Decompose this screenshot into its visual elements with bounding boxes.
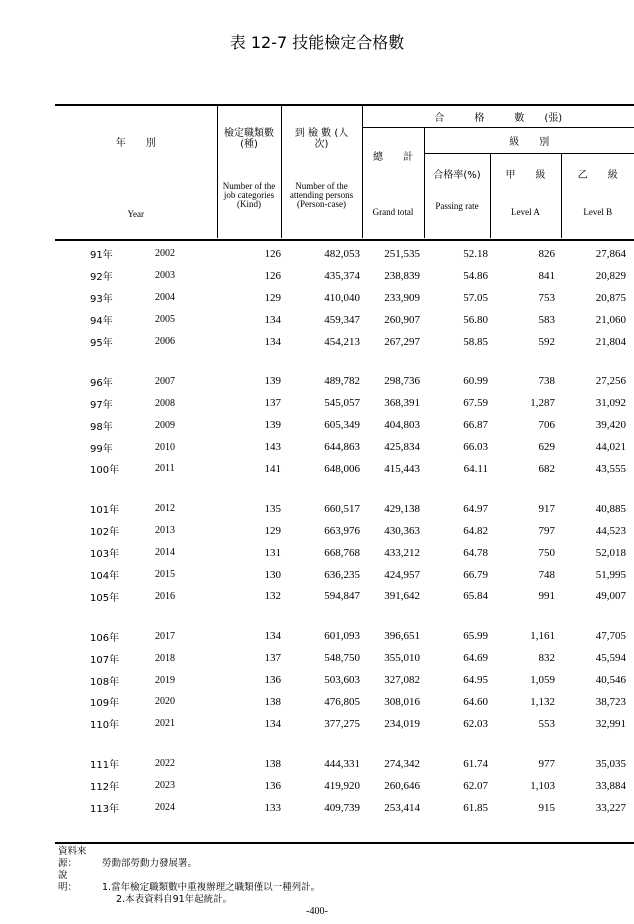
cell-att: 503,603 xyxy=(324,674,360,687)
table-row xyxy=(55,775,634,797)
cell-rate: 52.18 xyxy=(463,247,488,260)
table-row xyxy=(55,691,634,713)
cell-rate: 64.97 xyxy=(463,502,488,515)
cell-a: 753 xyxy=(538,291,555,304)
passed-header-zh: 合 格 數 (張) xyxy=(434,112,563,124)
cell-att: 668,768 xyxy=(324,546,360,559)
header-bottom-rule xyxy=(55,239,634,241)
cell-cat: 132 xyxy=(264,590,281,603)
cell-b: 20,829 xyxy=(595,269,626,282)
cell-b: 40,546 xyxy=(595,674,626,687)
cell-att: 482,053 xyxy=(324,247,360,260)
cell-rate: 62.07 xyxy=(463,779,488,792)
table-row xyxy=(55,669,634,691)
level-b-header-zh: 乙 級 xyxy=(577,169,618,181)
cell-b: 45,594 xyxy=(595,652,626,665)
table-bottom-rule xyxy=(55,842,634,844)
cell-ad: 2016 xyxy=(155,590,175,602)
cell-roc: 102年 xyxy=(90,527,120,539)
notes xyxy=(58,846,320,906)
cell-roc: 107年 xyxy=(90,654,120,666)
group-spacer xyxy=(55,480,634,498)
cell-rate: 65.84 xyxy=(463,590,488,603)
categories-header-en: Number of the job categories (Kind) xyxy=(222,181,276,209)
cell-total: 425,834 xyxy=(384,441,420,454)
cell-b: 21,060 xyxy=(595,313,626,326)
page-number: -400- xyxy=(306,906,328,917)
cell-cat: 136 xyxy=(264,674,281,687)
cell-ad: 2021 xyxy=(155,718,175,730)
cell-total: 355,010 xyxy=(384,652,420,665)
cell-b: 20,875 xyxy=(595,291,626,304)
cell-ad: 2020 xyxy=(155,696,175,708)
cell-rate: 57.05 xyxy=(463,291,488,304)
cell-rate: 66.87 xyxy=(463,419,488,432)
cell-cat: 129 xyxy=(264,291,281,304)
cell-ad: 2015 xyxy=(155,569,175,581)
cell-roc: 111年 xyxy=(90,760,120,772)
level-a-header-en: Level A xyxy=(511,206,540,217)
cell-rate: 62.03 xyxy=(463,717,488,730)
cell-rate: 65.99 xyxy=(463,630,488,643)
cell-roc: 105年 xyxy=(90,592,120,604)
cell-att: 636,235 xyxy=(324,568,360,581)
cell-b: 27,256 xyxy=(595,375,626,388)
table-row xyxy=(55,585,634,607)
table-row xyxy=(55,331,634,353)
table-row xyxy=(55,414,634,436)
cell-roc: 93年 xyxy=(90,294,113,306)
cell-ad: 2023 xyxy=(155,780,175,792)
table-row xyxy=(55,564,634,586)
cell-total: 424,957 xyxy=(384,568,420,581)
table-row xyxy=(55,243,634,265)
cell-b: 21,804 xyxy=(595,335,626,348)
cell-ad: 2003 xyxy=(155,270,175,282)
cell-att: 409,739 xyxy=(324,801,360,814)
cell-total: 433,212 xyxy=(384,546,420,559)
cell-total: 251,535 xyxy=(384,247,420,260)
cell-ad: 2024 xyxy=(155,802,175,814)
cell-roc: 100年 xyxy=(90,465,120,477)
table-body xyxy=(55,243,634,818)
group-spacer xyxy=(55,352,634,370)
cell-rate: 58.85 xyxy=(463,335,488,348)
cell-b: 32,991 xyxy=(595,717,626,730)
categories-header-zh: 檢定職類數(種) xyxy=(224,128,274,150)
cell-roc: 97年 xyxy=(90,399,113,411)
table-row xyxy=(55,370,634,392)
cell-a: 748 xyxy=(538,568,555,581)
table-row xyxy=(55,458,634,480)
cell-cat: 139 xyxy=(264,419,281,432)
cell-cat: 134 xyxy=(264,335,281,348)
cell-total: 238,839 xyxy=(384,269,420,282)
table-row xyxy=(55,797,634,819)
cell-rate: 64.82 xyxy=(463,524,488,537)
table-row xyxy=(55,265,634,287)
cell-roc: 91年 xyxy=(90,250,113,262)
cell-a: 583 xyxy=(538,313,555,326)
cell-roc: 101年 xyxy=(90,505,120,517)
cell-b: 49,007 xyxy=(595,590,626,603)
cell-ad: 2022 xyxy=(155,758,175,770)
cell-att: 594,847 xyxy=(324,590,360,603)
cell-a: 553 xyxy=(538,717,555,730)
cell-total: 260,646 xyxy=(384,779,420,792)
cell-cat: 137 xyxy=(264,397,281,410)
cell-total: 430,363 xyxy=(384,524,420,537)
cell-roc: 94年 xyxy=(90,316,113,328)
year-header-en: Year xyxy=(127,209,145,219)
table-row xyxy=(55,287,634,309)
cell-a: 1,132 xyxy=(530,695,555,708)
cell-total: 415,443 xyxy=(384,462,420,475)
cell-a: 1,059 xyxy=(530,674,555,687)
cell-a: 592 xyxy=(538,335,555,348)
table-row xyxy=(55,542,634,564)
source-label: 資料來源： xyxy=(58,846,87,869)
cell-b: 27,864 xyxy=(595,247,626,260)
cell-rate: 64.95 xyxy=(463,674,488,687)
rate-header-zh: 合格率(%) xyxy=(433,169,481,181)
cell-att: 644,863 xyxy=(324,441,360,454)
cell-roc: 113年 xyxy=(90,804,120,816)
cell-rate: 60.99 xyxy=(463,375,488,388)
cell-rate: 64.60 xyxy=(463,695,488,708)
cell-ad: 2005 xyxy=(155,314,175,326)
total-header-zh: 總 計 xyxy=(373,151,413,163)
cell-total: 429,138 xyxy=(384,502,420,515)
table-row xyxy=(55,713,634,735)
cell-a: 797 xyxy=(538,524,555,537)
cell-roc: 98年 xyxy=(90,421,113,433)
table-row xyxy=(55,498,634,520)
attending-header-zh: 到 檢 數 (人次) xyxy=(294,128,349,150)
cell-total: 308,016 xyxy=(384,695,420,708)
cell-b: 39,420 xyxy=(595,419,626,432)
cell-total: 368,391 xyxy=(384,397,420,410)
cell-att: 548,750 xyxy=(324,652,360,665)
cell-a: 1,161 xyxy=(530,630,555,643)
cell-total: 327,082 xyxy=(384,674,420,687)
cell-total: 267,297 xyxy=(384,335,420,348)
source-text: 勞動部勞動力發展署。 xyxy=(102,858,198,869)
cell-att: 419,920 xyxy=(324,779,360,792)
cell-b: 47,705 xyxy=(595,630,626,643)
cell-a: 826 xyxy=(538,247,555,260)
cell-cat: 143 xyxy=(264,441,281,454)
cell-att: 377,275 xyxy=(324,717,360,730)
cell-b: 38,723 xyxy=(595,695,626,708)
cell-total: 298,736 xyxy=(384,375,420,388)
cell-ad: 2019 xyxy=(155,674,175,686)
cell-rate: 61.74 xyxy=(463,757,488,770)
cell-b: 35,035 xyxy=(595,757,626,770)
cell-total: 274,342 xyxy=(384,757,420,770)
cell-roc: 96年 xyxy=(90,377,113,389)
cell-rate: 66.79 xyxy=(463,568,488,581)
attending-header-en: Number of the attending persons (Person-case) xyxy=(289,181,354,209)
cell-total: 404,803 xyxy=(384,419,420,432)
cell-ad: 2008 xyxy=(155,397,175,409)
page-title: 表 12-7 技能檢定合格數 xyxy=(229,33,405,52)
cell-roc: 95年 xyxy=(90,338,113,349)
remark-1: 1.當年檢定職類數中重複辦理之職類僅以一種列計。 xyxy=(102,882,321,893)
cell-b: 31,092 xyxy=(595,397,626,410)
cell-cat: 135 xyxy=(264,502,281,515)
cell-cat: 126 xyxy=(264,269,281,282)
cell-total: 234,019 xyxy=(384,717,420,730)
cell-rate: 64.78 xyxy=(463,546,488,559)
cell-roc: 99年 xyxy=(90,443,113,455)
cell-cat: 126 xyxy=(264,247,281,260)
cell-att: 476,805 xyxy=(324,695,360,708)
cell-roc: 110年 xyxy=(90,720,120,732)
cell-rate: 64.69 xyxy=(463,652,488,665)
cell-rate: 67.59 xyxy=(463,397,488,410)
cell-rate: 61.85 xyxy=(463,801,488,814)
cell-a: 915 xyxy=(538,801,555,814)
level-a-header-zh: 甲 級 xyxy=(505,169,546,181)
cell-att: 663,976 xyxy=(324,524,360,537)
cell-a: 706 xyxy=(538,419,555,432)
cell-roc: 104年 xyxy=(90,571,120,583)
total-header-en: Grand total xyxy=(372,206,414,217)
cell-b: 33,227 xyxy=(595,801,626,814)
cell-a: 1,103 xyxy=(530,779,555,792)
cell-cat: 131 xyxy=(264,546,281,559)
level-b-header-en: Level B xyxy=(583,206,613,217)
remark-2: 2.本表資料自91年起統計。 xyxy=(116,894,233,905)
cell-cat: 129 xyxy=(264,524,281,537)
cell-a: 738 xyxy=(538,375,555,388)
table-row xyxy=(55,436,634,458)
table-row xyxy=(55,625,634,647)
cell-ad: 2013 xyxy=(155,525,175,537)
cell-a: 832 xyxy=(538,652,555,665)
rate-header-en: Passing rate xyxy=(435,200,479,211)
cell-b: 40,885 xyxy=(595,502,626,515)
cell-roc: 106年 xyxy=(90,632,120,644)
table-row xyxy=(55,753,634,775)
cell-ad: 2012 xyxy=(155,503,175,515)
cell-b: 52,018 xyxy=(595,546,626,559)
cell-roc: 103年 xyxy=(90,549,120,561)
cell-cat: 134 xyxy=(264,313,281,326)
cell-cat: 134 xyxy=(264,630,281,643)
cell-rate: 54.86 xyxy=(463,269,488,282)
cell-att: 601,093 xyxy=(324,630,360,643)
cell-a: 682 xyxy=(538,462,555,475)
cell-ad: 2009 xyxy=(155,419,175,431)
cell-att: 489,782 xyxy=(324,375,360,388)
cell-att: 444,331 xyxy=(324,757,360,770)
cell-ad: 2006 xyxy=(155,336,175,347)
table-header xyxy=(55,104,634,238)
cell-ad: 2014 xyxy=(155,547,175,559)
cell-a: 917 xyxy=(538,502,555,515)
cell-roc: 108年 xyxy=(90,676,120,688)
cell-cat: 134 xyxy=(264,717,281,730)
table-row xyxy=(55,309,634,331)
cell-cat: 141 xyxy=(264,462,281,475)
cell-a: 977 xyxy=(538,757,555,770)
cell-ad: 2010 xyxy=(155,441,175,453)
cell-cat: 137 xyxy=(264,652,281,665)
cell-a: 991 xyxy=(538,590,555,603)
cell-att: 454,213 xyxy=(324,335,360,348)
cell-roc: 109年 xyxy=(90,698,120,710)
cell-ad: 2018 xyxy=(155,652,175,664)
group-spacer xyxy=(55,607,634,625)
cell-rate: 64.11 xyxy=(463,462,488,475)
cell-cat: 139 xyxy=(264,375,281,388)
cell-ad: 2017 xyxy=(155,630,175,642)
group-spacer xyxy=(55,735,634,753)
cell-b: 44,523 xyxy=(595,524,626,537)
data-table xyxy=(55,243,634,818)
cell-roc: 112年 xyxy=(90,782,120,794)
cell-att: 660,517 xyxy=(324,502,360,515)
cell-rate: 66.03 xyxy=(463,441,488,454)
cell-ad: 2011 xyxy=(155,463,175,475)
cell-ad: 2002 xyxy=(155,248,175,260)
cell-b: 51,995 xyxy=(595,568,626,581)
cell-a: 629 xyxy=(538,441,555,454)
cell-cat: 138 xyxy=(264,757,281,770)
cell-att: 545,057 xyxy=(324,397,360,410)
cell-b: 43,555 xyxy=(595,462,626,475)
cell-ad: 2007 xyxy=(155,375,175,387)
cell-cat: 133 xyxy=(264,801,281,814)
cell-total: 253,414 xyxy=(384,801,420,814)
table-row xyxy=(55,647,634,669)
cell-att: 410,040 xyxy=(324,291,360,304)
cell-rate: 56.80 xyxy=(463,313,488,326)
cell-cat: 138 xyxy=(264,695,281,708)
cell-roc: 92年 xyxy=(90,272,113,284)
cell-b: 33,884 xyxy=(595,779,626,792)
cell-total: 391,642 xyxy=(384,590,420,603)
cell-cat: 136 xyxy=(264,779,281,792)
cell-total: 233,909 xyxy=(384,291,420,304)
cell-cat: 130 xyxy=(264,568,281,581)
cell-b: 44,021 xyxy=(595,441,626,454)
cell-att: 605,349 xyxy=(324,419,360,432)
cell-att: 435,374 xyxy=(324,269,360,282)
cell-a: 750 xyxy=(538,546,555,559)
table-row xyxy=(55,520,634,542)
cell-att: 648,006 xyxy=(324,462,360,475)
level-header-zh: 級 別 xyxy=(509,136,550,148)
cell-total: 396,651 xyxy=(384,630,420,643)
cell-att: 459,347 xyxy=(324,313,360,326)
remark-label: 說 明： xyxy=(58,870,87,893)
cell-a: 841 xyxy=(538,269,555,282)
year-header-zh: 年 別 xyxy=(115,138,156,149)
cell-a: 1,287 xyxy=(530,397,555,410)
cell-ad: 2004 xyxy=(155,292,175,304)
table-row xyxy=(55,392,634,414)
cell-total: 260,907 xyxy=(384,313,420,326)
